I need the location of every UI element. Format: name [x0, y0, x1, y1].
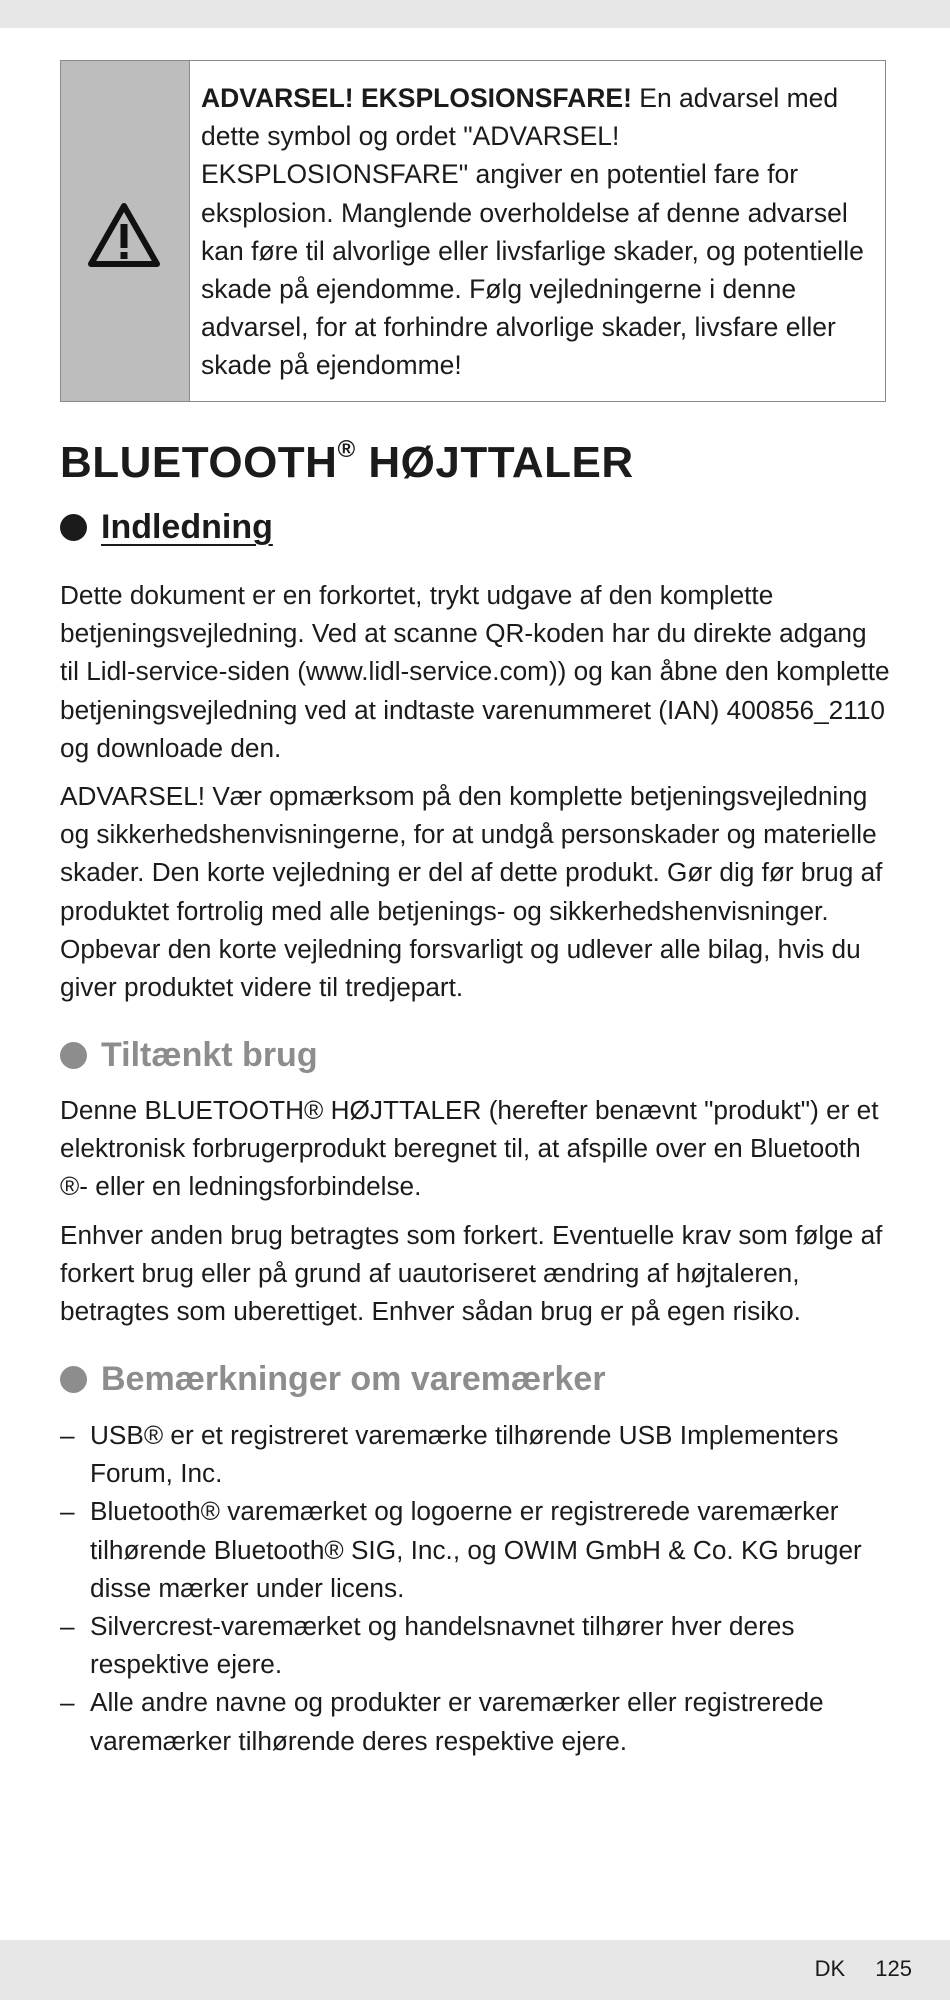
list-item: – Bluetooth® varemærket og logoerne er registrerede varemærker tilhørende Bluetooth® SIG, Inc., og OWIM GmbH & Co. KG bruger disse mærker under licens. — [60, 1492, 890, 1607]
warning-text — [201, 79, 873, 385]
list-item: – USB® er et registreret varemærke tilhørende USB Implementers Forum, Inc. — [60, 1416, 890, 1492]
trademark-list — [60, 1416, 890, 1760]
section-heading-label: Bemærkninger om varemærker — [101, 1360, 606, 1398]
warning-body: En advarsel med dette symbol og ordet "ADVARSEL! EKSPLOSIONSFARE" angiver en potentiel fare for eksplosion. Manglende overholdelse af denne advarsel kan føre til alvorlige eller livsfarlige skader, og potentielle skade på ejendomme. Følg vejledningerne i denne advarsel, for at forhindre alvorlige skader, livsfare eller skade på ejendomme! — [201, 83, 864, 381]
title-part2: HØJTTALER — [355, 438, 634, 487]
section-heading-label: Tiltænkt brug — [101, 1036, 318, 1074]
page-number: 125 — [875, 1956, 912, 1981]
title-reg-mark: ® — [337, 436, 356, 464]
intro-paragraph-1: Dette dokument er en forkortet, trykt udgave af den komplette betjeningsvejledning. Ved at scanne QR-koden har du direkte adgang til Lidl-service-siden (www.lidl-service.com)) og kan åbne den komplette betjeningsvejledning ved at indtaste varenummeret (IAN) 400856_2110 og downloade den. — [60, 580, 890, 763]
bullet-icon — [60, 1042, 87, 1069]
footer-language: DK — [814, 1956, 846, 1981]
section-heading-intro — [60, 508, 273, 547]
bullet-icon — [60, 1366, 87, 1393]
list-item: – Silvercrest-varemærket og handelsnavnet tilhører hver deres respektive ejere. — [60, 1607, 890, 1683]
intended-use-paragraph-2: Enhver anden brug betragtes som forkert. Eventuelle krav som følge af forkert brug eller på grund af uautoriseret ændring af højtaleren, betragtes som uberettiget. Enhver sådan brug er på egen risiko. — [60, 1220, 883, 1327]
intended-use-paragraph-1: Denne BLUETOOTH® HØJTTALER (herefter benævnt "produkt") er et elektronisk forbrugerprodukt beregnet til, at afspille over en Bluetooth ®- eller en ledningsforbindelse. — [60, 1095, 879, 1202]
list-item: – Alle andre navne og produkter er varemærker eller registrerede varemærker tilhørende deres respektive ejere. — [60, 1683, 890, 1759]
section-heading-intended-use — [60, 1036, 318, 1075]
warning-side-panel — [61, 61, 190, 401]
warning-triangle-icon — [87, 201, 161, 269]
section-heading-trademarks — [60, 1360, 606, 1399]
warning-heading: ADVARSEL! EKSPLOSIONSFARE! — [201, 83, 632, 113]
page-title — [60, 438, 634, 488]
section-heading-label: Indledning — [101, 508, 273, 546]
footer-band — [0, 1940, 950, 2000]
page-footer — [809, 1956, 912, 1982]
bullet-icon — [60, 514, 87, 541]
title-part1: BLUETOOTH — [60, 438, 338, 487]
top-band — [0, 0, 950, 28]
warning-box — [60, 60, 886, 402]
intro-paragraph-2: ADVARSEL! Vær opmærksom på den komplette betjeningsvejledning og sikkerhedshenvisningerne, for at undgå personskader og materielle skader. Den korte vejledning er del af dette produkt. Gør dig før brug af produktet fortrolig med alle betjenings- og sikkerhedshenvisninger. Opbevar den korte vejledning forsvarligt og udlever alle bilag, hvis du giver produktet videre til tredjepart. — [60, 781, 883, 1003]
